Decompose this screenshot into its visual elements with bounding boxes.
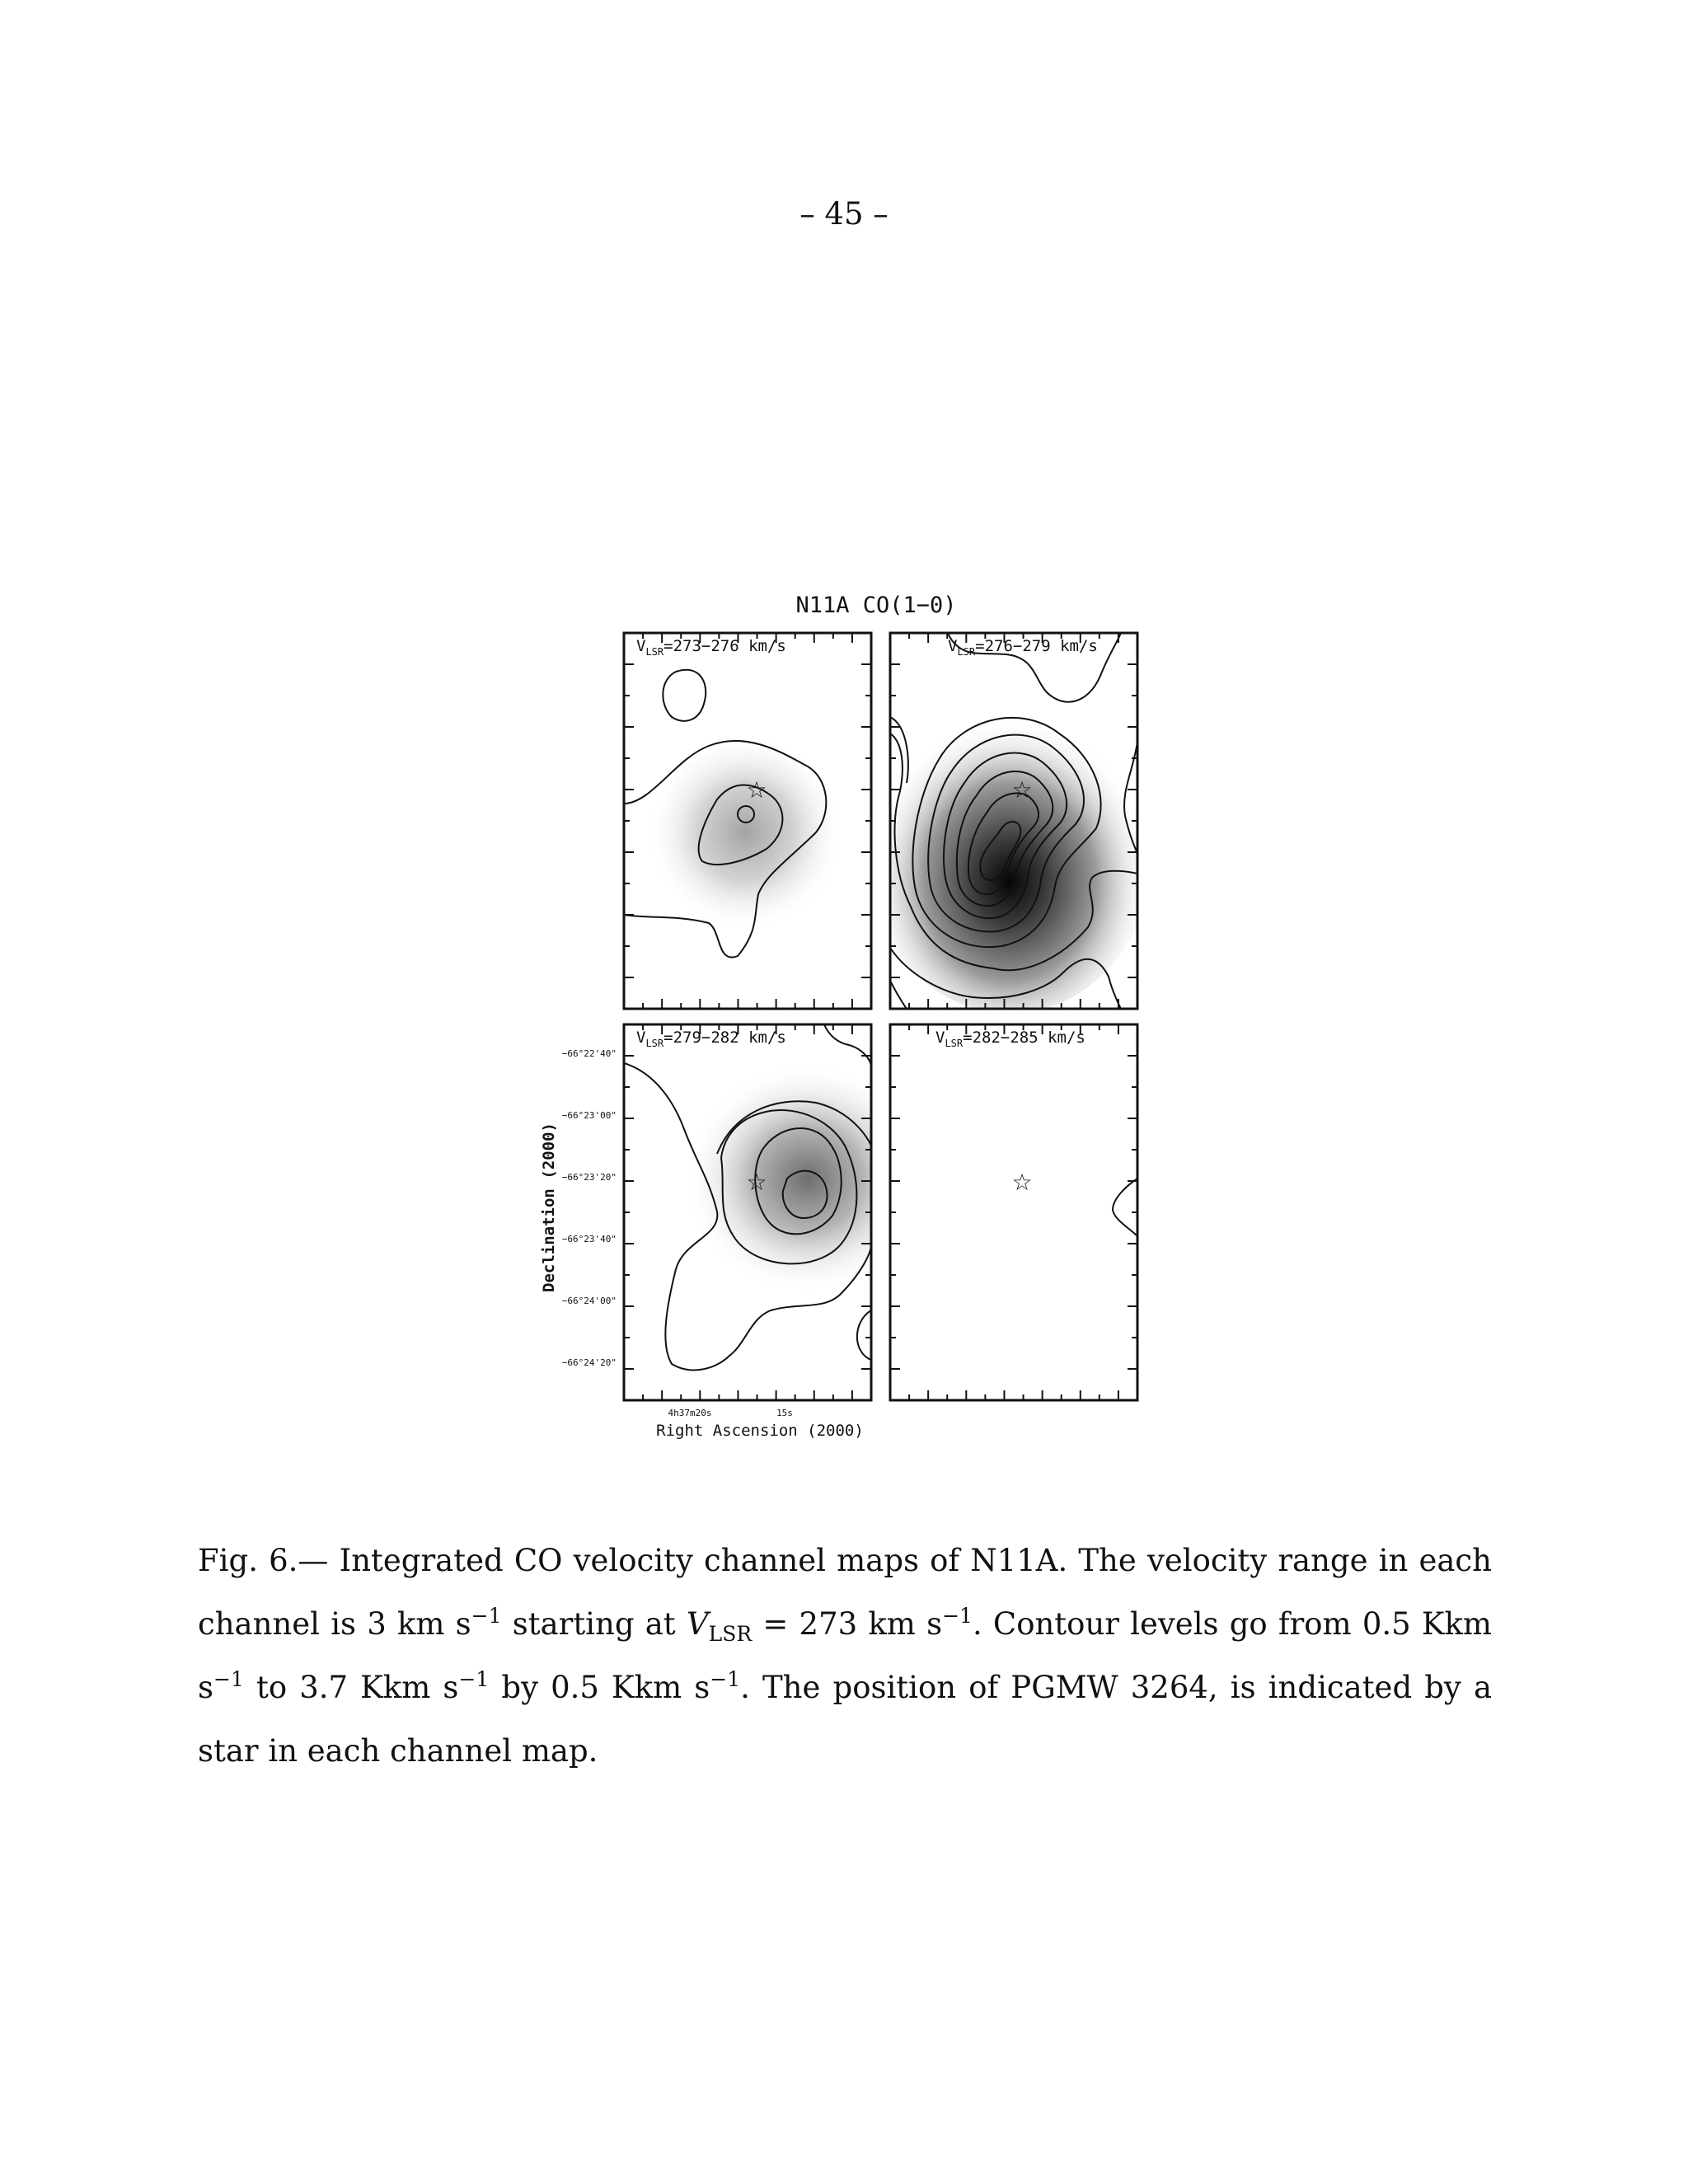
caption-lead: Fig. 6.— Integrated CO velocity channel maps of N11A. The velocity range in each channel is 3 km s <box>198 1543 1492 1642</box>
caption-text: . The position of PGMW 3264, is indicated by a star in each channel map. <box>198 1670 1492 1769</box>
x-axis-label: Right Ascension (2000) <box>656 1422 864 1440</box>
y-tick-label: −66°23'00" <box>561 1110 617 1121</box>
caption-text: . Contour levels go from 0.5 Kkm s <box>198 1606 1493 1705</box>
panel-label-4: $V_{LSR}=282-285$ km/s <box>935 1029 1085 1049</box>
page-number: – 45 – <box>799 196 889 232</box>
caption-sup: −1 <box>213 1667 244 1691</box>
panel-label-1: $V_{LSR}=273-276$ km/s <box>636 637 786 658</box>
caption-sup: −1 <box>471 1604 502 1628</box>
contour-blob <box>663 670 706 721</box>
figure-title: N11A CO(1−0) <box>795 593 957 618</box>
panel-frame-4 <box>890 1024 1137 1400</box>
figure-caption <box>198 1529 1492 1783</box>
panel-273-276 <box>624 670 845 958</box>
star-marker: ☆ <box>1011 776 1033 804</box>
y-tick-label: −66°23'20" <box>561 1172 617 1183</box>
caption-text: starting at <box>501 1606 687 1642</box>
panel-279-282 <box>624 1024 931 1370</box>
star-marker: ☆ <box>746 1169 767 1196</box>
panel-282-285 <box>1113 1179 1137 1236</box>
panel-276-279 <box>865 633 1154 1014</box>
caption-sup: −1 <box>458 1667 490 1691</box>
y-tick-label: −66°24'00" <box>561 1296 617 1306</box>
caption-text: by 0.5 Kkm s <box>489 1670 710 1705</box>
y-tick-label: −66°22'40" <box>561 1048 617 1059</box>
caption-sub: LSR <box>708 1622 753 1646</box>
y-tick-label: −66°24'20" <box>561 1357 617 1368</box>
y-tick-label: −66°23'40" <box>561 1234 617 1244</box>
x-tick-label: 15s <box>776 1408 793 1418</box>
caption-text: to 3.7 Kkm s <box>243 1670 459 1705</box>
caption-sup: −1 <box>710 1667 741 1691</box>
caption-sup: −1 <box>942 1604 973 1628</box>
panel-label-2: $V_{LSR}=276-279$ km/s <box>948 637 1098 658</box>
contour-edge <box>1113 1179 1137 1236</box>
panel-label-3: $V_{LSR}=279-282$ km/s <box>636 1029 786 1049</box>
star-marker: ☆ <box>1011 1169 1033 1196</box>
caption-v-symbol: V <box>686 1606 709 1642</box>
caption-text: = 273 km s <box>752 1606 943 1642</box>
x-tick-label: 4h37m20s <box>668 1408 712 1418</box>
y-axis-label: Declination (2000) <box>540 1122 558 1292</box>
star-marker: ☆ <box>746 776 767 804</box>
